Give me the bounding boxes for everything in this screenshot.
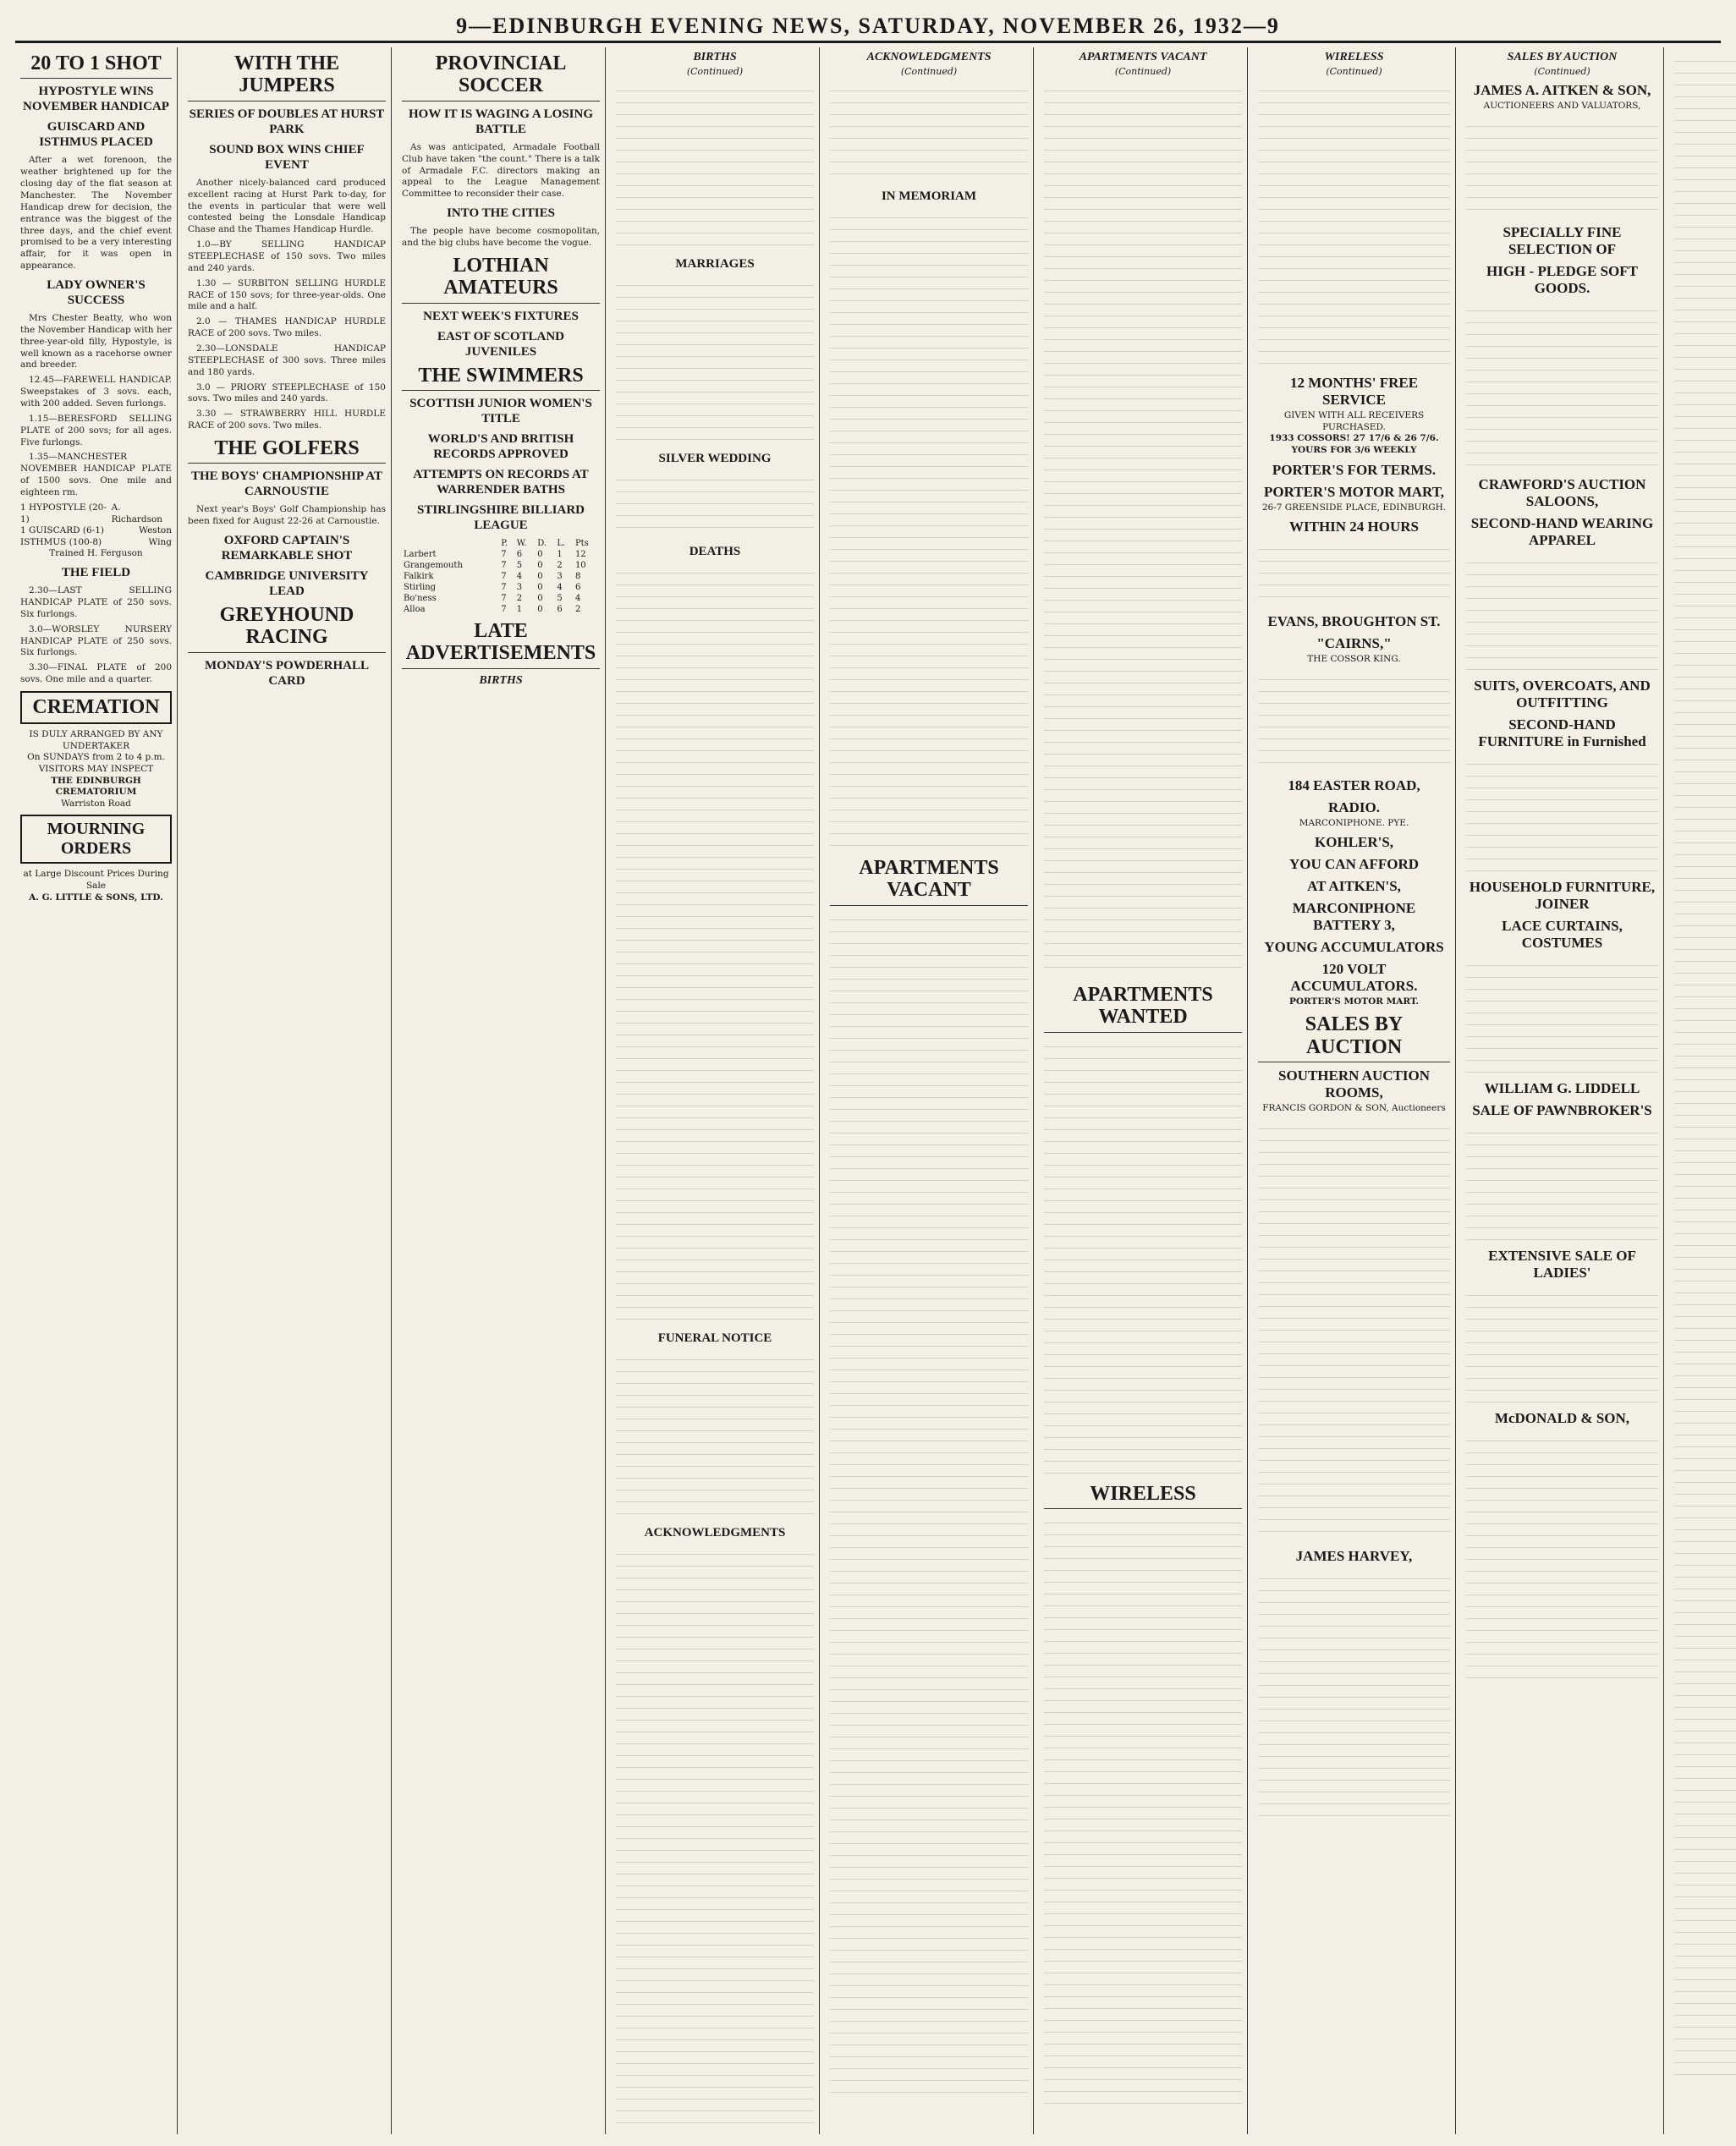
continued-label: (Continued): [686, 66, 744, 77]
classified-text: [1258, 1570, 1450, 1824]
classified-text: [616, 1545, 814, 2134]
section-title: SILVER WEDDING: [658, 452, 772, 465]
subhead: SERIES OF DOUBLES AT HURST PARK: [189, 107, 385, 136]
subhead: MONDAY'S POWDERHALL CARD: [204, 658, 370, 688]
article-body: As was anticipated, Armadale Football Club have taken "the count." There is a talk of Armadale F.C. directors making an appeal to the League Management Committee to reconsider their case.: [402, 141, 600, 200]
continued-label: (Continued): [900, 66, 958, 77]
classified-text: [830, 209, 1028, 852]
section-title: BIRTHS: [693, 51, 737, 63]
subhead: OXFORD CAPTAIN'S REMARKABLE SHOT: [221, 534, 353, 563]
result-row: ISTHMUS (100-8) Wing: [20, 536, 172, 547]
ad-line: at Large Discount Prices During Sale: [23, 869, 169, 892]
masthead: 9—EDINBURGH EVENING NEWS, SATURDAY, NOVEMBER 26, 1932—9: [15, 12, 1721, 43]
ad-line: MARCONIPHONE. PYE.: [1299, 817, 1409, 828]
column-auction: [1461, 47, 1664, 2134]
ad-headline: LACE CURTAINS, COSTUMES: [1502, 917, 1623, 951]
section-title: EAST OF SCOTLAND JUVENILES: [437, 329, 565, 359]
column-right-edge: [1669, 47, 1736, 2134]
subhead: HYPOSTYLE WINS NOVEMBER HANDICAP: [23, 85, 169, 114]
section-title: IN MEMORIAM: [881, 189, 977, 203]
subhead: WORLD'S AND BRITISH RECORDS APPROVED: [427, 431, 574, 461]
ad-headline: KOHLER'S,: [1314, 834, 1394, 851]
continued-label: (Continued): [1326, 66, 1382, 77]
column-soccer: [397, 47, 606, 2134]
ad-headline: HOUSEHOLD FURNITURE, JOINER: [1469, 878, 1656, 912]
column-racing: [15, 47, 178, 2134]
race-entry: 1.30 — SURBITON SELLING HURDLE RACE of 150 sovs; for three-year-olds. One mile and a half.: [188, 277, 386, 312]
column-apartments: [1039, 47, 1248, 2134]
trainer-line: Trained H. Ferguson: [49, 548, 143, 559]
ad-line: 1933 COSSORS! 27 17/6 & 26 7/6.: [1269, 433, 1439, 444]
table-header-row: P. W. D. L. Pts: [501, 538, 589, 548]
ad-headline: PORTER'S MOTOR MART,: [1263, 483, 1445, 500]
table-row: Grangemouth 7 5 0 2 10: [404, 560, 586, 570]
section-title: SALES BY AUCTION: [1507, 51, 1618, 63]
ad-line: PORTER'S MOTOR MART.: [1288, 996, 1420, 1007]
section-title: ACKNOWLEDGMENTS: [644, 1526, 786, 1540]
ad-headline: WILLIAM G. LIDDELL: [1484, 1079, 1640, 1096]
ad-line: VISITORS MAY INSPECT: [38, 763, 154, 774]
table-row: Alloa 7 1 0 6 2: [404, 604, 581, 614]
subhead: CAMBRIDGE UNIVERSITY LEAD: [205, 569, 369, 599]
ad-line: A. G. LITTLE & SONS, LTD.: [29, 892, 163, 903]
section-title: DEATHS: [689, 545, 741, 558]
ad-headline: 120 VOLT ACCUMULATORS.: [1290, 961, 1418, 995]
race-entry: 2.30—LAST SELLING HANDICAP PLATE of 250 sovs. Six furlongs.: [20, 585, 172, 619]
section-title: FUNERAL NOTICE: [657, 1331, 772, 1345]
classified-text: [1466, 302, 1658, 471]
table-row: Larbert 7 6 0 1 12: [404, 549, 586, 559]
classified-text: [1044, 1038, 1242, 1478]
section-title: MARRIAGES: [675, 257, 755, 271]
ad-line: On SUNDAYS from 2 to 4 p.m.: [27, 752, 165, 763]
ad-line: FRANCIS GORDON & SON, Auctioneers: [1262, 1102, 1446, 1113]
classified-text: [616, 82, 814, 251]
section-title: INTO THE CITIES: [447, 206, 555, 221]
headline-golfers: THE GOLFERS: [188, 437, 386, 464]
subhead: THE BOYS' CHAMPIONSHIP AT CARNOUSTIE: [190, 469, 382, 499]
ad-headline: SUITS, OVERCOATS, AND OUTFITTING: [1474, 677, 1651, 711]
ad-line: 26-7 GREENSIDE PLACE, EDINBURGH.: [1261, 502, 1447, 513]
section-title: SALES BY AUCTION: [1258, 1013, 1450, 1062]
subhead: ATTEMPTS ON RECORDS AT WARRENDER BATHS: [413, 467, 589, 497]
article-body: Next year's Boys' Golf Championship has been fixed for August 22-26 at Carnoustie.: [188, 504, 386, 527]
classified-text: [1466, 1432, 1658, 1686]
race-entry: 1.35—MANCHESTER NOVEMBER HANDICAP PLATE of 1500 sovs. One mile and eighteen rm.: [20, 452, 172, 498]
ad-headline: "CAIRNS,": [1316, 635, 1392, 652]
ad-headline: CRAWFORD'S AUCTION SALOONS,: [1478, 475, 1646, 509]
ad-headline: 184 EASTER ROAD,: [1288, 777, 1420, 793]
race-entry: 3.30—FINAL PLATE of 200 sovs. One mile and a quarter.: [20, 662, 172, 685]
classified-text: [616, 277, 814, 446]
race-entry: 1.15—BERESFORD SELLING PLATE of 200 sovs; for all ages. Five furlongs.: [20, 413, 172, 447]
classified-text: [1466, 554, 1658, 672]
ad-headline: SALE OF PAWNBROKER'S: [1472, 1101, 1652, 1118]
classified-text: [1674, 52, 1736, 2083]
column-births: [611, 47, 820, 2134]
ad-line: AUCTIONEERS AND VALUATORS,: [1483, 101, 1641, 111]
ad-line: YOURS FOR 3/6 WEEKLY: [1291, 444, 1417, 455]
classified-text: [1258, 541, 1450, 608]
headline-soccer: PROVINCIAL SOCCER: [402, 52, 600, 102]
continued-label: (Continued): [1114, 66, 1172, 77]
classified-text: [1258, 82, 1450, 370]
subhead: STIRLINGSHIRE BILLIARD LEAGUE: [417, 502, 585, 532]
headline-greyhound: GREYHOUND RACING: [188, 604, 386, 653]
subhead: GUISCARD AND ISTHMUS PLACED: [39, 120, 153, 150]
section-title: APARTMENTS VACANT: [830, 857, 1028, 906]
headline-lothian: LOTHIAN AMATEURS: [402, 255, 600, 304]
race-entry: 3.0—WORSLEY NURSERY HANDICAP PLATE of 250 sovs. Six furlongs.: [20, 623, 172, 658]
table-row: Falkirk 7 4 0 3 8: [404, 571, 581, 581]
headline-swimmers: THE SWIMMERS: [402, 365, 600, 391]
columns: [15, 47, 1721, 2134]
ad-headline: 12 MONTHS' FREE SERVICE: [1289, 375, 1419, 408]
race-entry: 2.0 — THAMES HANDICAP HURDLE RACE of 200 sovs. Two miles.: [188, 316, 386, 339]
ad-headline: HIGH - PLEDGE SOFT GOODS.: [1486, 262, 1638, 296]
section-title: APARTMENTS WANTED: [1044, 984, 1242, 1033]
race-entry: 1.0—BY SELLING HANDICAP STEEPLECHASE of 150 sovs. Two miles and 240 yards.: [188, 239, 386, 273]
column-acknowledgments: [825, 47, 1034, 2134]
ad-headline: EVANS, BROUGHTON ST.: [1267, 613, 1441, 630]
ad-line: GIVEN WITH ALL RECEIVERS PURCHASED.: [1283, 410, 1425, 432]
race-entry: 2.30—LONSDALE HANDICAP STEEPLECHASE of 300 sovs. Three miles and 180 yards.: [188, 343, 386, 377]
classified-text: [1044, 82, 1242, 979]
ad-headline: AT AITKEN'S,: [1307, 878, 1401, 895]
section-title: THE FIELD: [61, 566, 131, 580]
mourning-orders-ad: MOURNING ORDERS: [20, 815, 172, 864]
article-body: The people have become cosmopolitan, and the big clubs have become the vogue.: [402, 226, 600, 248]
subhead: NEXT WEEK'S FIXTURES: [423, 309, 579, 323]
headline-jumpers: WITH THE JUMPERS: [188, 52, 386, 102]
classified-text: [1466, 1287, 1658, 1405]
section-title: WIRELESS: [1044, 1483, 1242, 1509]
result-row: 1 GUISCARD (6-1) Weston: [20, 525, 172, 536]
ad-headline: YOU CAN AFFORD: [1289, 856, 1419, 873]
classified-text: [616, 1351, 814, 1520]
classified-text: [1258, 1120, 1450, 1543]
subhead: SCOTTISH JUNIOR WOMEN'S TITLE: [409, 396, 592, 425]
classified-text: [616, 564, 814, 1325]
race-entry: 3.0 — PRIORY STEEPLECHASE of 150 sovs. Two miles and 240 yards.: [188, 381, 386, 404]
ad-line: IS DULY ARRANGED BY ANY UNDERTAKER: [29, 728, 163, 751]
ad-headline: YOUNG ACCUMULATORS: [1264, 939, 1444, 956]
subhead: HOW IT IS WAGING A LOSING BATTLE: [409, 107, 593, 136]
ad-line: THE COSSOR KING.: [1307, 654, 1401, 665]
column-wireless: [1253, 47, 1456, 2134]
ad-headline: JAMES HARVEY,: [1295, 1547, 1413, 1564]
table-row: Bo'ness 7 2 0 5 4: [404, 593, 581, 603]
race-entry: 3.30 — STRAWBERRY HILL HURDLE RACE of 200 sovs. Two miles.: [188, 409, 386, 431]
classified-text: [830, 82, 1028, 184]
league-table: [402, 538, 600, 615]
classified-text: [1466, 957, 1658, 1075]
classified-text: [1466, 755, 1658, 874]
section-title: ACKNOWLEDGMENTS: [866, 51, 992, 63]
ad-headline: RADIO.: [1328, 799, 1380, 815]
column-jumpers: [183, 47, 392, 2134]
classified-text: [1466, 1124, 1658, 1243]
section-title: WIRELESS: [1324, 51, 1384, 63]
ad-headline: JAMES A. AITKEN & SON,: [1473, 82, 1651, 98]
classified-text: [1044, 1514, 1242, 2106]
classified-text: [1466, 118, 1658, 219]
classified-text: [1258, 671, 1450, 772]
section-title: APARTMENTS VACANT: [1079, 51, 1207, 63]
article-body: Mrs Chester Beatty, who won the November Handicap with her three-year-old filly, Hypostyle, is well known as a racehorse owner and breeder.: [20, 312, 172, 370]
ad-headline: WITHIN 24 HOURS: [1288, 519, 1420, 535]
ad-headline: SECOND-HAND FURNITURE in Furnished: [1478, 716, 1646, 749]
continued-label: (Continued): [1534, 66, 1590, 77]
ad-headline: EXTENSIVE SALE OF LADIES': [1488, 1247, 1636, 1281]
ad-headline: MARCONIPHONE BATTERY 3,: [1292, 900, 1416, 934]
cremation-ad: CREMATION: [20, 691, 172, 724]
section-title: LADY OWNER'S SUCCESS: [47, 277, 146, 307]
ad-line: Warriston Road: [61, 798, 131, 809]
subhead: SOUND BOX WINS CHIEF EVENT: [209, 142, 365, 172]
result-row: 1 HYPOSTYLE (20-1) A. Richardson: [20, 502, 163, 524]
classified-text: [830, 911, 1028, 2095]
classified-text: [616, 471, 814, 539]
headline-20-to-1: 20 TO 1 SHOT: [20, 52, 172, 79]
article-body: After a wet forenoon, the weather brightened up for the closing day of the flat season at Manchester. The November Handicap drew for decision, the entrance was the biggest of the three days, and the chief event promised to be a very interesting affair, for it was open in appearance.: [20, 155, 172, 272]
article-body: Another nicely-balanced card produced excellent racing at Hurst Park to-day, for the events in particular that were well contested being the Lonsdale Handicap Chase and the Thames Handicap Hurdle.: [188, 177, 386, 235]
race-entry: 12.45—FAREWELL HANDICAP. Sweepstakes of 3 sovs. each, with 200 added. Seven furlongs.: [20, 375, 172, 409]
ad-headline: PORTER'S FOR TERMS.: [1272, 461, 1437, 478]
headline-late-ads: LATE ADVERTISEMENTS: [402, 620, 600, 669]
ad-line: THE EDINBURGH CREMATORIUM: [51, 775, 141, 798]
table-row: Stirling 7 3 0 4 6: [404, 582, 581, 592]
ad-headline: SOUTHERN AUCTION ROOMS,: [1277, 1067, 1430, 1100]
section-title: BIRTHS: [479, 673, 523, 687]
ad-headline: McDONALD & SON,: [1494, 1409, 1630, 1426]
ad-headline: SPECIALLY FINE SELECTION OF: [1503, 223, 1622, 257]
ad-headline: SECOND-HAND WEARING APPAREL: [1470, 514, 1654, 548]
